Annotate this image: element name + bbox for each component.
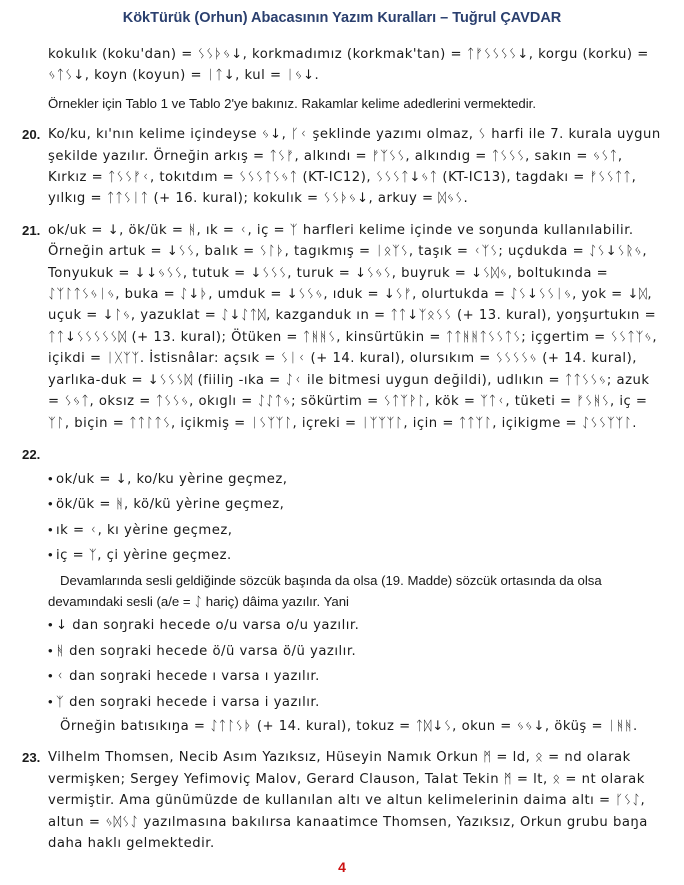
section-20-text: Ko/ku, kı'nın kelime içindeyse ᛃ↓, ᚴᚲ şeklinde yazımı olmaz, ᛊ harfi ile 7. kurala uygun şekilde yazılır. Örneğin arkış = ᛏᛊᚠ, alkındı = ᚠᛉᛊᛊ, alkındıg = ᛏᛊᛊᛊ, sakın = ᛃᛊᛏ, Kırkız = ᛏᛊᛊᚠᚲ, tokıtdım = ᛊᛊᛊᛏᛊᛃᛏ (KT-IC12), ᛊᛊᛊᛏ↓ᛃᛏ (KT-IC13), tagdakı = ᚠᛊᛊᛏᛏ, yılkıg = ᛏᛏᛊᛁᛏ (+ 16. kural); kokulık = ᛊᛊᚦᛃ↓, arkuy = ᛞᛃᛊ. — [48, 127, 661, 207]
section-23 — [22, 747, 662, 854]
section-22-example: Örneğin batısıkıŋa = ᛇᛏᛚᛊᚦ (+ 14. kural), tokuz = ᛏᛞ↓ᛊ, okun = ᛃᛃ↓, öküş = ᛁᚻᚻ. — [60, 718, 638, 734]
section-22-list-2 — [48, 614, 662, 713]
section-21 — [22, 220, 662, 434]
list-item: • ᚻ den soŋraki hecede ö/ü varsa ö/ü yazılır. — [48, 642, 357, 659]
list-item: • ᛉ den soŋraki hecede i varsa i yazılır. — [48, 693, 320, 710]
intro-line-2: Örnekler için Tablo 1 ve Tablo 2'ye bakınız. Rakamlar kelime adedlerini vermektedir. — [48, 95, 536, 111]
section-21-number: 21. — [22, 222, 41, 238]
page-number: 4 — [338, 859, 346, 875]
intro-line-1: kokulık (koku'dan) = ᛊᛊᚦᛃ↓, korkmadımız (korkmak'tan) = ᛏᚠᛊᛊᛊᛊ↓, korgu (korku) = ᛃᛏᛊ↓, koyn (koyun) = ᛁᛏ↓, kul = ᛁᛃ↓. — [48, 47, 649, 84]
list-item: • iç = ᛉ, çi yèrine geçmez. — [48, 547, 232, 564]
document-body — [22, 44, 662, 854]
list-item: • ök/ük = ᚻ, kö/kü yèrine geçmez, — [48, 496, 285, 513]
section-20-number: 20. — [22, 127, 41, 143]
section-23-number: 23. — [22, 750, 41, 766]
section-22 — [22, 444, 662, 737]
section-23-text: Vilhelm Thomsen, Necib Asım Yazıksız, Hüseyin Namık Orkun ᛗ = ld, ᛟ = nd olarak vermişken; Sergey Yefimoviç Malov, Gerard Clauson, Talat Tekin ᛗ = lt, ᛟ = nt olarak vermiştir. Ama günümüzde de kullanılan altı ve altun kelimelerinin daima altı = ᚴᛊᛇ, altun = ᛃᛞᛊᛇ yazılmasına bakılırsa kanaatimce Thomsen, Yazıksız, Orkun grubu baŋa daha haklı gelmektedir. — [48, 750, 648, 851]
list-item: • ık = ᚲ, kı yèrine geçmez, — [48, 521, 233, 538]
section-22-list-1 — [48, 468, 662, 567]
section-22-number: 22. — [22, 446, 41, 462]
list-item: • ᚲ dan soŋraki hecede ı varsa ı yazılır. — [48, 668, 320, 685]
list-item: • ok/uk = ↓, ko/ku yèrine geçmez, — [48, 470, 288, 487]
page-header: KökTürük (Orhun) Abacasının Yazım Kuralları – Tuğrul ÇAVDAR — [122, 10, 562, 26]
section-22-middle: Devamlarında sesli geldiğinde sözcük başında da olsa (19. Madde) sözcük ortasında da olsa devamındaki sesli (a/e = ᛇ hariç) dâima yazılır. Yani — [48, 572, 602, 609]
section-20 — [22, 124, 662, 210]
list-item: • ↓ dan soŋraki hecede o/u varsa o/u yazılır. — [48, 617, 360, 634]
intro-block — [48, 44, 662, 114]
section-21-text: ok/uk = ↓, ök/ük = ᚻ, ık = ᚲ, iç = ᛉ harfleri kelime içinde ve soŋunda kullanılabilir. Örneğin artuk = ↓ᛊᛊ, balık = ᛊᛚᚦ, tagıkmış = ᛁᛟᛉᛊ, taşık = ᚲᛉᛊ; uçdukda = ᛇᛊ↓ᛊᚱᛃ, Tonyukuk = ↓↓ᛃᛊᛊ, tutuk = ↓ᛊᛊᛊ, turuk = ↓ᛊᛃᛊ, buyruk = ↓ᛊᛞᛃ, boltukında = ᛇᛉᛚᛏᛊᛃᛁᛃ, buka = ᛇ↓ᚦ, umduk = ↓ᛊᛊᛃ, ıduk = ↓ᛊᚠ, olurtukda = ᛇᛊ↓ᛊᛊᛁᛃ, yok = ↓ᛞ, uçuk = ↓ᛚᛃ, yazuklat = ᛇ↓ᛇᛏᛞ, kazganduk ın = ᛏᛏ↓ᛉᛟᛊᛊ (+ 13. kural), yoŋşurtukın = ᛏᛏ↓ᛊᛊᛊᛊᛊᛞ (+ 13. kural); Ötüken = ᛏᚻᚻᛊ, kinsürtükin = ᛏᛏᚻᚻᛏᛊᛊᛏᛊ; içgertim = ᛊᛊᛏᛉᛃ, içikdi = ᛁᚷᛉᛉ. İstisnâlar: açsık = ᛊᛁᚲ (+ 14. kural), olursıkım = ᛊᛊᛊᛊᛃ (+ 14. kural), yarlıka-duk = ↓ᛊᛊᛊᛞ (fiiliŋ -ıka = ᛇᚲ ile bitmesi uygun değildi), udlıkın = ᛏᛏᛊᛊᛃ; azuk = ᛊᛃᛏ, oksız = ᛏᛊᛊᛃ, okıglı = ᛇᛇᛏᛃ; sökürtim = ᛊᛏᛉᚹᛚ, kök = ᛉᛏᚲ, tüketi = ᚠᛊᚻᛊ, iç = ᛉᛚ, biçin = ᛏᛏᛚᛏᛊ, içikmiş = ᛁᛊᛉᛉᛚ, içreki = ᛁᛉᛉᛉᛚ, için = ᛏᛏᛉᛚ, içikigme = ᛇᛊᛊᛉᛉᛚ. — [48, 222, 658, 431]
